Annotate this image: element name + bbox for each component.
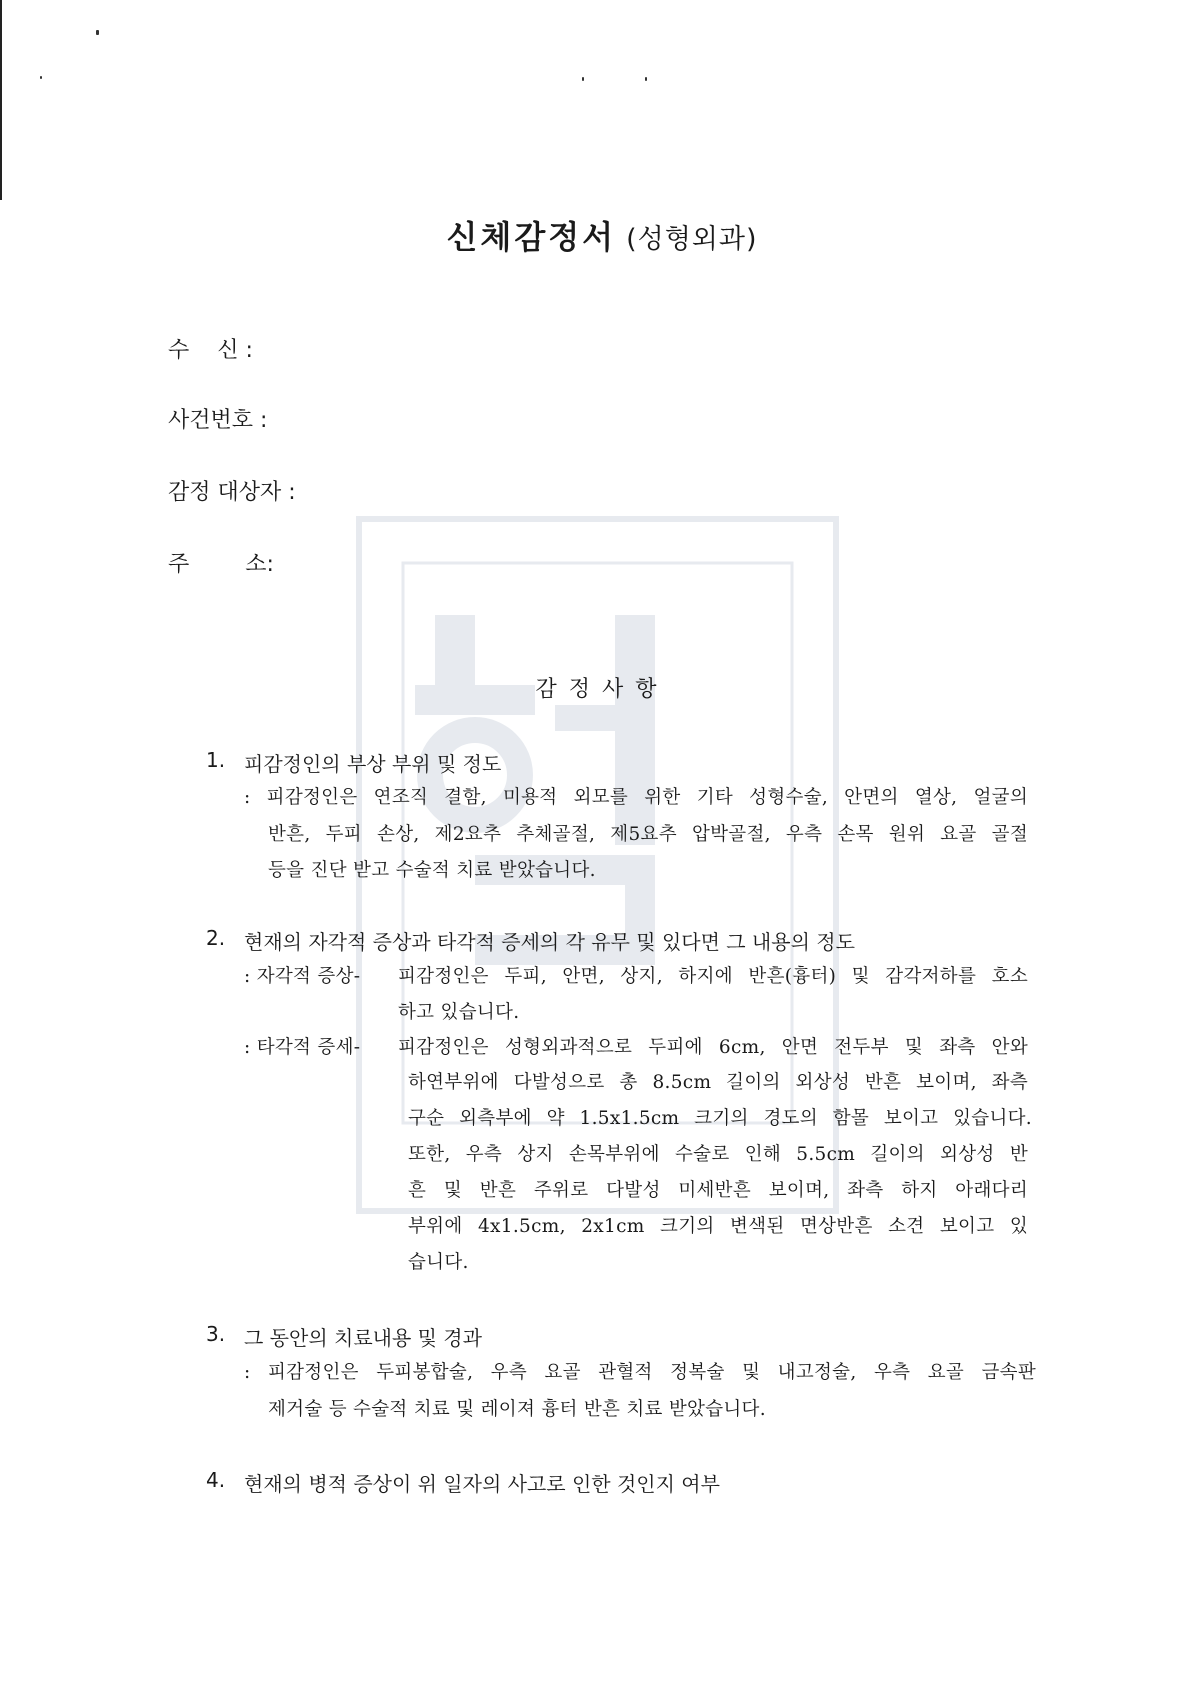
recipient-field: 수 신 :	[168, 338, 253, 363]
item-number: 1.	[206, 748, 226, 772]
item-body-line: 제거술 등 수술적 치료 및 레이져 흉터 반흔 치료 받았습니다.	[268, 1399, 766, 1420]
objective-line: 습니다.	[408, 1252, 469, 1273]
title-subtitle: (성형외과)	[626, 224, 758, 255]
objective-line: 하연부위에 다발성으로 총 8.5cm 길이의 외상성 반흔 보이며, 좌측	[408, 1072, 1028, 1093]
scan-speck	[582, 77, 584, 81]
item-body-line: : 피감정인은 두피봉합술, 우측 요골 관혈적 정복술 및 내고정술, 우측 요골 금속판	[244, 1362, 1036, 1383]
objective-line: 부위에 4x1.5cm, 2x1cm 크기의 변색된 면상반흔 소견 보이고 있	[408, 1216, 1028, 1237]
objective-line: 흔 및 반흔 주위로 다발성 미세반흔 보이며, 좌측 하지 아래다리	[408, 1180, 1028, 1201]
item-heading: 현재의 병적 증상이 위 일자의 사고로 인한 것인지 여부	[244, 1472, 720, 1496]
objective-line: 구순 외측부에 약 1.5x1.5cm 크기의 경도의 함몰 보이고 있습니다.	[408, 1108, 1032, 1129]
scan-speck	[645, 77, 647, 81]
objective-line: 피감정인은 성형외과적으로 두피에 6cm, 안면 전두부 및 좌측 안와	[398, 1037, 1028, 1058]
objective-label: : 타각적 증세-	[244, 1037, 361, 1058]
subject-field: 감정 대상자 :	[168, 480, 296, 505]
objective-line: 또한, 우측 상지 손목부위에 수술로 인해 5.5cm 길이의 외상성 반	[408, 1144, 1028, 1165]
item-heading: 그 동안의 치료내용 및 경과	[244, 1326, 482, 1350]
document-title	[0, 212, 1204, 258]
section-title: 감정사항	[535, 677, 669, 702]
address-field: 주 소:	[168, 552, 274, 577]
item-body-line: 반흔, 두피 손상, 제2요추 추체골절, 제5요추 압박골절, 우측 손목 원위 요골 골절	[268, 824, 1028, 845]
item-heading: 피감정인의 부상 부위 및 정도	[244, 752, 502, 776]
subjective-label: : 자각적 증상-	[244, 966, 361, 987]
title-main: 신체감정서	[446, 218, 617, 256]
item-number: 3.	[206, 1322, 226, 1346]
scan-edge	[0, 0, 2, 200]
item-body-line: : 피감정인은 연조직 결함, 미용적 외모를 위한 기타 성형수술, 안면의 열상, 얼굴의	[244, 787, 1028, 808]
scan-speck	[96, 30, 99, 35]
scan-speck	[40, 76, 42, 79]
item-body-line: 등을 진단 받고 수술적 치료 받았습니다.	[268, 860, 596, 881]
case-number-field: 사건번호 :	[168, 408, 268, 433]
subjective-line: 하고 있습니다.	[398, 1002, 520, 1023]
item-number: 2.	[206, 926, 226, 950]
subjective-line: 피감정인은 두피, 안면, 상지, 하지에 반흔(흉터) 및 감각저하를 호소	[398, 966, 1028, 987]
item-number: 4.	[206, 1468, 226, 1492]
item-heading: 현재의 자각적 증상과 타각적 증세의 각 유무 및 있다면 그 내용의 정도	[244, 930, 855, 954]
